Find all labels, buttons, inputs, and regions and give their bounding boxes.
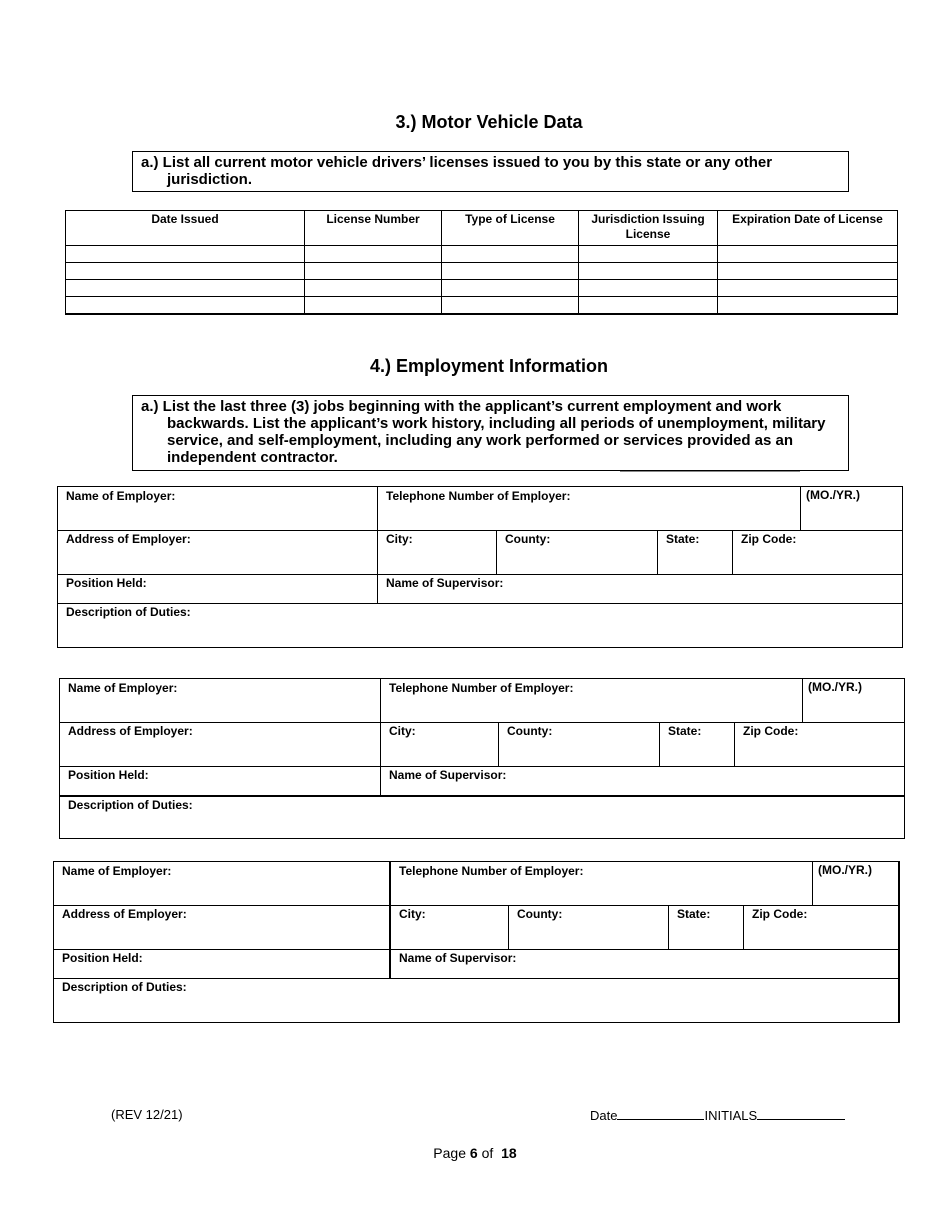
license-type-input[interactable] <box>442 263 579 280</box>
page-number <box>0 1145 950 1161</box>
duties-field[interactable]: Description of Duties: <box>62 980 187 994</box>
city-field[interactable]: City: <box>399 907 426 921</box>
zip-field[interactable]: Zip Code: <box>741 532 797 546</box>
duties-field[interactable]: Description of Duties: <box>68 798 193 812</box>
page-current: 6 <box>469 1145 478 1161</box>
city-field[interactable]: City: <box>389 724 416 738</box>
table-row <box>66 297 898 315</box>
table-row <box>66 280 898 297</box>
address-field[interactable]: Address of Employer: <box>68 724 193 738</box>
page-of: of <box>481 1145 494 1161</box>
date-field[interactable]: (MO./YR.) <box>818 863 872 877</box>
table-row <box>66 263 898 280</box>
employer-name-field[interactable]: Name of Employer: <box>68 681 178 695</box>
license-number-input[interactable] <box>305 297 442 315</box>
position-field[interactable]: Position Held: <box>68 768 149 782</box>
date-issued-input[interactable] <box>66 246 305 263</box>
telephone-field[interactable]: Telephone Number of Employer: <box>386 489 571 503</box>
jurisdiction-input[interactable] <box>579 246 718 263</box>
revision-label: (REV 12/21) <box>111 1107 183 1122</box>
motor-vehicle-instruction <box>132 151 849 192</box>
license-table-header <box>66 211 898 246</box>
license-type-input[interactable] <box>442 297 579 315</box>
position-field[interactable]: Position Held: <box>62 951 143 965</box>
county-field[interactable]: County: <box>517 907 563 921</box>
employer-block-3 <box>53 861 900 1023</box>
page-total: 18 <box>501 1145 517 1161</box>
employer-block-1 <box>57 486 903 648</box>
supervisor-field[interactable]: Name of Supervisor: <box>389 768 507 782</box>
license-type-input[interactable] <box>442 246 579 263</box>
table-row <box>66 246 898 263</box>
expiration-date-input[interactable] <box>718 263 898 280</box>
jurisdiction-input[interactable] <box>579 263 718 280</box>
page-prefix: Page <box>433 1145 466 1161</box>
supervisor-field[interactable]: Name of Supervisor: <box>399 951 517 965</box>
employment-instruction <box>132 395 849 471</box>
license-number-input[interactable] <box>305 263 442 280</box>
duties-field[interactable]: Description of Duties: <box>66 605 191 619</box>
date-issued-input[interactable] <box>66 263 305 280</box>
column-date-issued: Date Issued <box>66 211 305 246</box>
jurisdiction-input[interactable] <box>579 280 718 297</box>
jurisdiction-input[interactable] <box>579 297 718 315</box>
date-input[interactable] <box>617 1107 704 1120</box>
initials-label: INITIALS <box>704 1108 758 1123</box>
date-field[interactable]: (MO./YR.) <box>808 680 862 694</box>
scan-artifact <box>620 471 800 472</box>
date-label: Date <box>590 1108 618 1123</box>
column-expiration-date: Expiration Date of License <box>718 211 898 246</box>
employer-name-field[interactable]: Name of Employer: <box>62 864 172 878</box>
position-field[interactable]: Position Held: <box>66 576 147 590</box>
license-type-input[interactable] <box>442 280 579 297</box>
supervisor-field[interactable]: Name of Supervisor: <box>386 576 504 590</box>
state-field[interactable]: State: <box>668 724 702 738</box>
employment-instruction-text: a.) List the last three (3) jobs beginning with the applicant’s current employment and work backwards. List the applicant’s work history, including all periods of unemployment, military service, and self-employment, including any work performed or services provided as an independent contractor. <box>141 398 826 466</box>
state-field[interactable]: State: <box>677 907 711 921</box>
column-jurisdiction: Jurisdiction Issuing License <box>579 211 718 246</box>
date-issued-input[interactable] <box>66 280 305 297</box>
expiration-date-input[interactable] <box>718 297 898 315</box>
address-field[interactable]: Address of Employer: <box>66 532 191 546</box>
license-table <box>65 210 898 315</box>
license-number-input[interactable] <box>305 280 442 297</box>
telephone-field[interactable]: Telephone Number of Employer: <box>399 864 584 878</box>
date-initials-line <box>590 1107 845 1123</box>
employer-block-2 <box>59 678 905 839</box>
employment-title: 4.) Employment Information <box>369 356 609 376</box>
zip-field[interactable]: Zip Code: <box>752 907 808 921</box>
motor-vehicle-instruction-text: a.) List all current motor vehicle drivers’ licenses issued to you by this state or any other jurisdiction. <box>141 154 773 188</box>
county-field[interactable]: County: <box>507 724 553 738</box>
column-license-number: License Number <box>305 211 442 246</box>
city-field[interactable]: City: <box>386 532 413 546</box>
motor-vehicle-title: 3.) Motor Vehicle Data <box>395 112 583 132</box>
telephone-field[interactable]: Telephone Number of Employer: <box>389 681 574 695</box>
expiration-date-input[interactable] <box>718 246 898 263</box>
county-field[interactable]: County: <box>505 532 551 546</box>
employer-name-field[interactable]: Name of Employer: <box>66 489 176 503</box>
license-number-input[interactable] <box>305 246 442 263</box>
state-field[interactable]: State: <box>666 532 700 546</box>
zip-field[interactable]: Zip Code: <box>743 724 799 738</box>
initials-input[interactable] <box>757 1107 845 1120</box>
date-field[interactable]: (MO./YR.) <box>806 488 860 502</box>
address-field[interactable]: Address of Employer: <box>62 907 187 921</box>
date-issued-input[interactable] <box>66 297 305 315</box>
expiration-date-input[interactable] <box>718 280 898 297</box>
column-type-of-license: Type of License <box>442 211 579 246</box>
